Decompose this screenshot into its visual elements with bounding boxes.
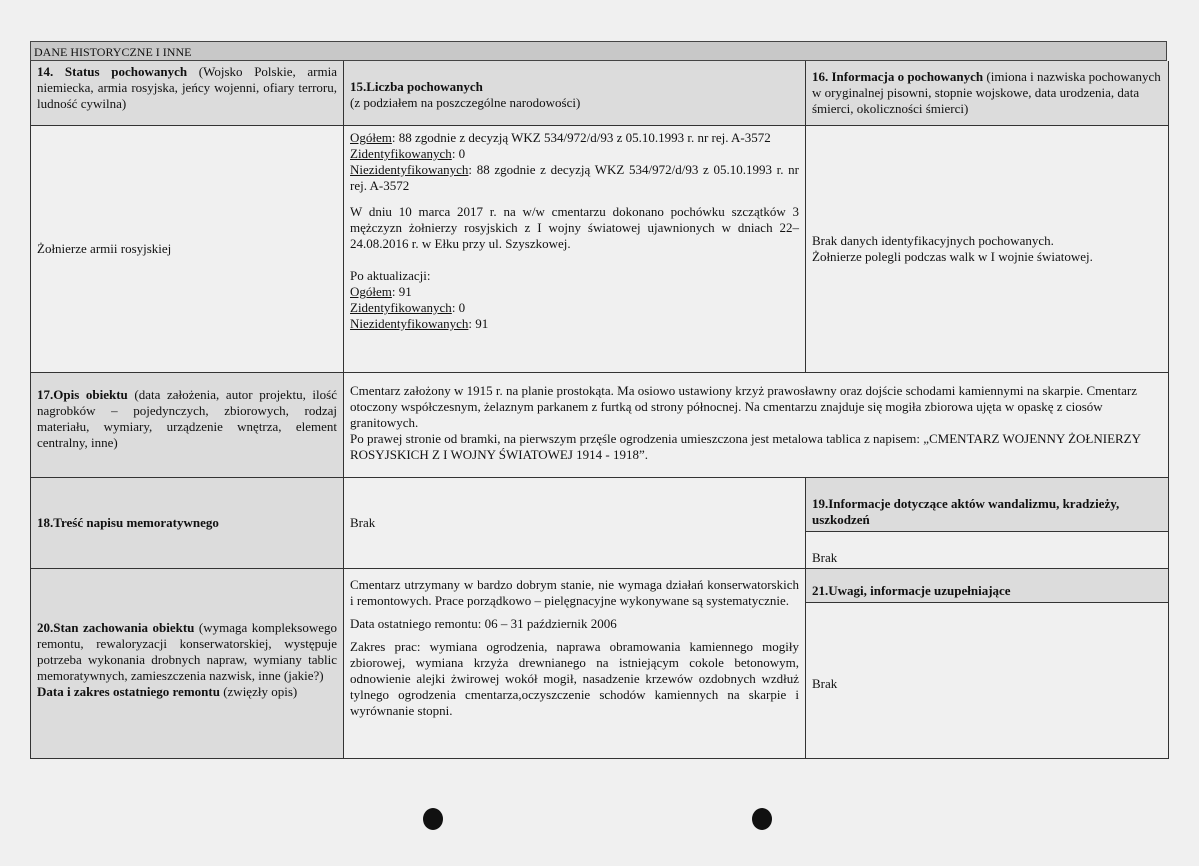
field-20-title: 20.Stan zachowania obiektu bbox=[37, 620, 195, 635]
identified-value-updated: : 0 bbox=[451, 300, 466, 315]
field-15-identified-updated bbox=[350, 300, 799, 316]
field-14-desc: (Wojsko Polskie, armia niemiecka, armia rosyjska, jeńcy wojenni, ofiary terroru, ludność cywilna) bbox=[37, 64, 337, 111]
identified-label: Zidentyfikowanych bbox=[350, 146, 452, 161]
field-20-title-2: Data i zakres ostatniego remontu bbox=[37, 684, 220, 699]
field-20-desc-2: (zwięzły opis) bbox=[219, 684, 298, 699]
binder-hole-left bbox=[423, 808, 443, 830]
field-21-value: Brak bbox=[812, 676, 838, 691]
field-19-label bbox=[805, 478, 1169, 532]
field-17-title: 17.Opis obiektu bbox=[37, 387, 128, 402]
field-14-label bbox=[30, 61, 343, 126]
field-15-unidentified-updated bbox=[350, 316, 799, 332]
field-19-value: Brak bbox=[812, 550, 838, 565]
field-18-value: Brak bbox=[350, 515, 376, 530]
field-18-title: 18.Treść napisu memoratywnego bbox=[37, 515, 219, 530]
field-15-identified bbox=[350, 146, 799, 162]
field-15-total-updated bbox=[350, 284, 799, 300]
field-16-value-cell bbox=[805, 126, 1169, 373]
field-20-label bbox=[30, 569, 343, 759]
field-16-title: 16. Informacja o pochowanych bbox=[812, 69, 984, 84]
field-21-value-cell bbox=[805, 603, 1169, 759]
field-17-text-1: Cmentarz założony w 1915 r. na planie prostokąta. Ma osiowo ustawiony krzyż prawosławny oraz dojście schodami kamiennymi na skarpie. Cmentarz otoczony współczesnym, żelaznym parkanem z furtką od strony północnej. Na cmentarzu znajduje się mogiła zbiorowa ujęta w opaskę z ciosów granitowych. bbox=[350, 383, 1138, 430]
field-16-line-2: Żołnierze polegli podczas walk w I wojnie światowej. bbox=[812, 249, 1093, 264]
field-20-desc: (wymaga kompleksowego remontu, rewaloryzacji konserwatorskiej, występuje potrzeba wykonania drobnych napraw, wymiany tablic memoratywnych, zamieszczenia nazwisk, inne (jakie?) bbox=[37, 620, 337, 683]
field-15-title: 15.Liczba pochowanych bbox=[350, 79, 483, 94]
section-header: DANE HISTORYCZNE I INNE bbox=[30, 41, 1167, 61]
total-value-updated: : 91 bbox=[391, 284, 412, 299]
field-17-label bbox=[30, 373, 343, 478]
field-21-title: 21.Uwagi, informacje uzupełniające bbox=[812, 583, 1011, 598]
field-17-desc: (data założenia, autor projektu, ilość nagrobków – pojedynczych, zbiorowych, rodzaj materiału, wymiary, urządzenie wnętrza, element centralny, inne) bbox=[37, 387, 337, 450]
field-20-text-1: Cmentarz utrzymany w bardzo dobrym stanie, nie wymaga działań konserwatorskich i remontowych. Prace porządkowo – pielęgnacyjne wykonywane są systematycznie. bbox=[350, 577, 799, 608]
total-label: Ogółem bbox=[350, 130, 392, 145]
field-16-desc: (imiona i nazwiska pochowanych w oryginalnej pisowni, stopnie wojskowe, data urodzenia, data śmierci, okoliczności śmierci) bbox=[812, 69, 1161, 116]
field-16-label bbox=[805, 61, 1169, 126]
total-value: : 88 zgodnie z decyzją WKZ 534/972/d/93 z 05.10.1993 r. nr rej. A-3572 bbox=[391, 130, 771, 145]
field-19-title: 19.Informacje dotyczące aktów wandalizmu, kradzieży, uszkodzeń bbox=[812, 496, 1120, 527]
field-14-value-cell bbox=[30, 126, 343, 373]
field-15-unidentified bbox=[350, 162, 799, 194]
binder-hole-right bbox=[752, 808, 772, 830]
field-15-note: W dniu 10 marca 2017 r. na w/w cmentarzu dokonano pochówku szczątków 3 mężczyzn żołnierzy rosyjskich z I wojny światowej ujawnionych w dniach 22–24.08.2016 r. w Ełku przy ul. Szyszkowej. bbox=[350, 204, 799, 251]
field-15-total bbox=[350, 130, 799, 146]
field-20-text-2: Data ostatniego remontu: 06 – 31 październik 2006 bbox=[350, 616, 617, 631]
unidentified-label-updated: Niezidentyfikowanych bbox=[350, 316, 469, 331]
unidentified-value-updated: : 91 bbox=[468, 316, 489, 331]
field-16-line-1: Brak danych identyfikacyjnych pochowanych. bbox=[812, 233, 1054, 248]
total-label-updated: Ogółem bbox=[350, 284, 392, 299]
identified-value: : 0 bbox=[451, 146, 466, 161]
field-15-after-update: Po aktualizacji: bbox=[350, 268, 431, 283]
field-17-value-cell bbox=[343, 373, 1169, 478]
field-18-label bbox=[30, 478, 343, 569]
field-18-value-cell bbox=[343, 478, 805, 569]
unidentified-label: Niezidentyfikowanych bbox=[350, 162, 469, 177]
field-21-label bbox=[805, 569, 1169, 603]
historical-data-form bbox=[30, 41, 1169, 759]
field-17-text-2: Po prawej stronie od bramki, na pierwszym przęśle ogrodzenia umieszczona jest metalowa tablica z napisem: „CMENTARZ WOJENNY ŻOŁNIERZY ROSYJSKICH Z I WOJNY ŚWIATOWEJ 1914 - 1918”. bbox=[350, 431, 1141, 462]
field-14-value: Żołnierze armii rosyjskiej bbox=[37, 241, 172, 256]
field-15-label bbox=[343, 61, 805, 126]
identified-label-updated: Zidentyfikowanych bbox=[350, 300, 452, 315]
field-20-text-3: Zakres prac: wymiana ogrodzenia, naprawa obramowania kamiennego mogiły zbiorowej, wymiana krzyża drewnianego na istniejącym cokole betonowym, odnowienie alejki żwirowej wokół mogił, nasadzenie krzewów ozdobnych wzdłuż tylnego ogrodzenia cmentarza,oczyszczenie schodów kamiennych na skarpie i wyrównanie stopni. bbox=[350, 639, 799, 718]
field-19-value-cell bbox=[805, 532, 1169, 569]
field-15-value-cell bbox=[343, 126, 805, 373]
field-20-value-cell bbox=[343, 569, 805, 759]
field-15-desc: (z podziałem na poszczególne narodowości) bbox=[350, 95, 581, 110]
unidentified-value: : 88 zgodnie z decyzją WKZ 534/972/d/93 z 05.10.1993 r. nr rej. A-3572 bbox=[350, 162, 799, 193]
field-14-title: 14. Status pochowanych bbox=[37, 64, 188, 79]
